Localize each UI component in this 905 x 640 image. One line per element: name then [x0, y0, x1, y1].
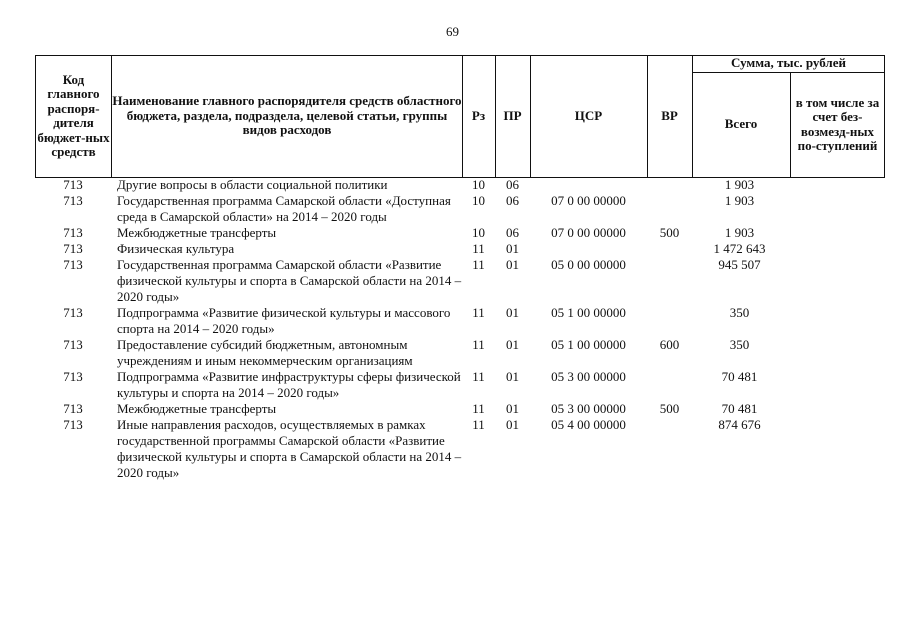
- name-cell: Межбюджетные трансферты: [117, 401, 277, 416]
- pr-cell: 01: [506, 305, 519, 320]
- table-row: [35, 193, 885, 225]
- rz-cell: 11: [472, 337, 485, 352]
- total-cell: 945 507: [718, 257, 761, 272]
- code-cell: 713: [63, 241, 83, 256]
- total-cell: 1 903: [724, 225, 755, 240]
- csr-cell: 05 1 00 00000: [551, 305, 626, 320]
- header-sum: Сумма, тыс. рублей: [731, 55, 846, 71]
- name-cell: Государственная программа Самарской области «Развитие физической культуры и спорта в Самарской области на 2014 – 2020 годы»: [117, 257, 462, 304]
- header-name: Наименование главного распорядителя средств областного бюджета, раздела, подраздела, целевой статьи, группы видов расходов: [112, 93, 462, 138]
- rz-cell: 11: [472, 257, 485, 272]
- table-row: [35, 337, 885, 369]
- name-cell: Предоставление субсидий бюджетным, автономным учреждениям и иным некоммерческим организациям: [117, 337, 413, 368]
- csr-cell: 05 4 00 00000: [551, 417, 626, 432]
- csr-cell: 05 1 00 00000: [551, 337, 626, 352]
- csr-cell: 05 0 00 00000: [551, 257, 626, 272]
- table-row: [35, 225, 885, 241]
- table-row: [35, 401, 885, 417]
- pr-cell: 01: [506, 257, 519, 272]
- code-cell: 713: [63, 401, 83, 416]
- total-cell: 70 481: [721, 369, 758, 384]
- csr-cell: 05 3 00 00000: [551, 401, 626, 416]
- table-row: [35, 257, 885, 305]
- rz-cell: 11: [472, 241, 485, 256]
- code-cell: 713: [63, 417, 83, 432]
- code-cell: 713: [63, 337, 83, 352]
- col-border: [884, 55, 885, 177]
- pr-cell: 01: [506, 401, 519, 416]
- rz-cell: 10: [472, 177, 485, 192]
- pr-cell: 06: [506, 193, 519, 208]
- total-cell: 1 472 643: [713, 241, 766, 256]
- header-csr: ЦСР: [574, 107, 603, 123]
- name-cell: Межбюджетные трансферты: [117, 225, 277, 240]
- header-rz: Рз: [471, 107, 486, 123]
- table-row: [35, 305, 885, 337]
- rz-cell: 10: [472, 193, 485, 208]
- name-cell: Государственная программа Самарской области «Доступная среда в Самарской области» на 2014 – 2020 годы: [117, 193, 451, 224]
- code-cell: 713: [63, 305, 83, 320]
- header-total: Всего: [724, 116, 758, 132]
- table-row: [35, 369, 885, 401]
- total-cell: 350: [729, 337, 750, 352]
- total-cell: 1 903: [724, 177, 755, 192]
- pr-cell: 01: [506, 417, 519, 432]
- total-cell: 1 903: [724, 193, 755, 208]
- name-cell: Подпрограмма «Развитие физической культуры и массового спорта на 2014 – 2020 годы»: [117, 305, 451, 336]
- name-cell: Иные направления расходов, осуществляемых в рамках государственной программы Самарской области «Развитие физической культуры и спорта в Самарской области на 2014 – 2020 годы»: [117, 417, 462, 480]
- pr-cell: 06: [506, 177, 519, 192]
- table-row: [35, 241, 885, 257]
- csr-cell: 07 0 00 00000: [551, 225, 626, 240]
- rz-cell: 11: [472, 305, 485, 320]
- total-cell: 350: [729, 305, 750, 320]
- table-row: [35, 177, 885, 193]
- rz-cell: 10: [472, 225, 485, 240]
- name-cell: Другие вопросы в области социальной политики: [117, 177, 388, 192]
- vr-cell: 600: [659, 337, 680, 352]
- table-body: [35, 177, 885, 481]
- rz-cell: 11: [472, 401, 485, 416]
- rz-cell: 11: [472, 369, 485, 384]
- pr-cell: 01: [506, 241, 519, 256]
- name-cell: Физическая культура: [117, 241, 235, 256]
- vr-cell: 500: [659, 401, 680, 416]
- header-vr: ВР: [661, 107, 678, 123]
- pr-cell: 06: [506, 225, 519, 240]
- csr-cell: 05 3 00 00000: [551, 369, 626, 384]
- header-pr: ПР: [503, 107, 522, 123]
- table-header: [35, 55, 885, 177]
- csr-cell: 07 0 00 00000: [551, 193, 626, 208]
- total-cell: 70 481: [721, 401, 758, 416]
- pr-cell: 01: [506, 337, 519, 352]
- vr-cell: 500: [659, 225, 680, 240]
- header-including: в том числе за счет без-возмезд-ных по-ступлений: [795, 94, 880, 153]
- code-cell: 713: [63, 193, 83, 208]
- rz-cell: 11: [472, 417, 485, 432]
- code-cell: 713: [63, 225, 83, 240]
- code-cell: 713: [63, 257, 83, 272]
- table-row: [35, 417, 885, 481]
- pr-cell: 01: [506, 369, 519, 384]
- code-cell: 713: [63, 369, 83, 384]
- page-number: 69: [446, 24, 459, 39]
- name-cell: Подпрограмма «Развитие инфраструктуры сферы физической культуры и спорта на 2014 – 2020 годы»: [117, 369, 461, 400]
- header-code: Код главного распоря-дителя бюджет-ных средств: [37, 71, 110, 159]
- total-cell: 874 676: [718, 417, 761, 432]
- code-cell: 713: [63, 177, 83, 192]
